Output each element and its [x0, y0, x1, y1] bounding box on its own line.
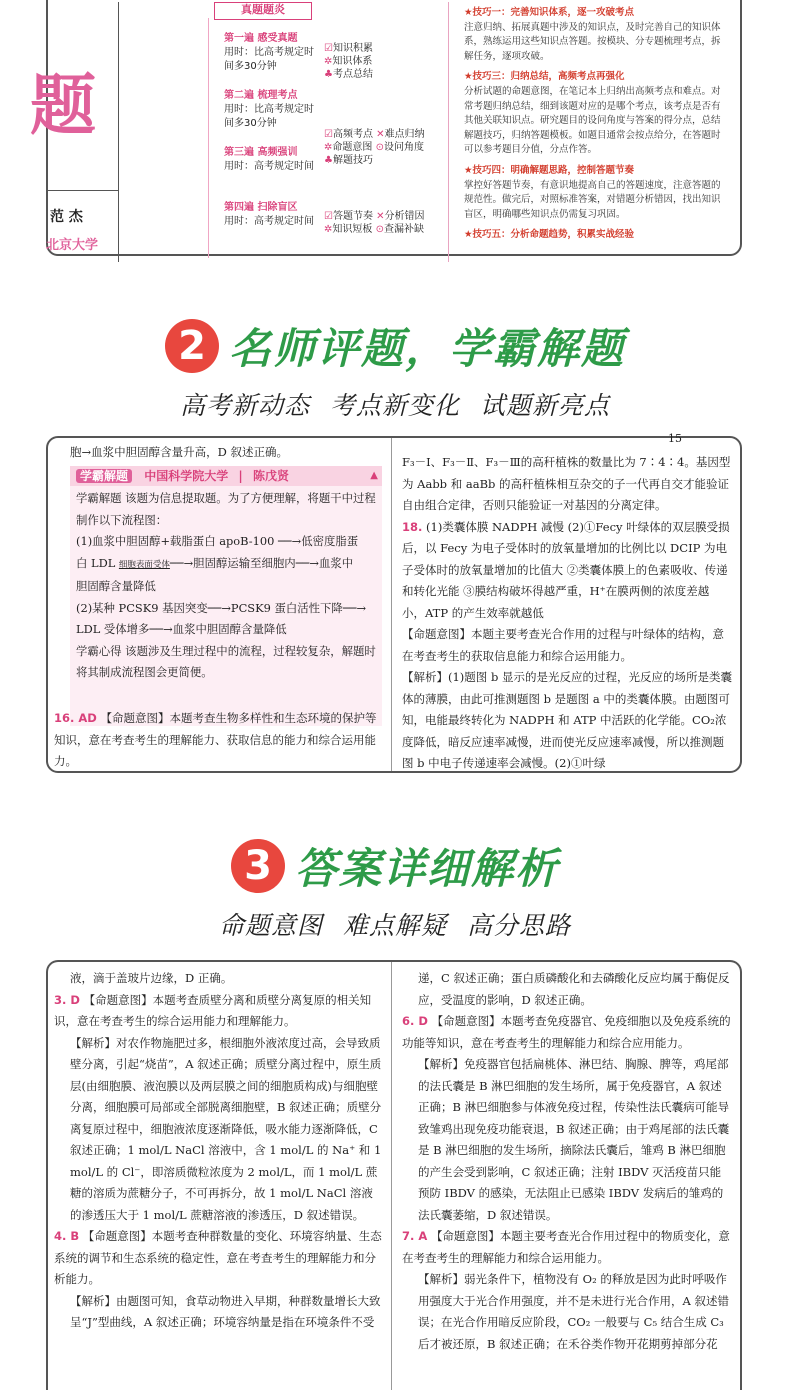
cross-icon: ✕	[376, 211, 385, 222]
flow-arrow-label: 细胞表面受体	[118, 559, 170, 570]
big-title-char: 题	[30, 67, 96, 144]
paragraph: 【解析】(1)题图 b 显示的是光反应的过程，光反应的场所是类囊体的薄膜，由此可推测题图 b 是题图 a 中的类囊体膜。由题图可知，电能最终转化为 NADPH 和 ATP 中活跃的化学能。CO₂浓度降低，暗反应速率减慢，进而使光反应速率减慢，所以推测题图 b 中电子传递速率会减慢。(2)①叶绿	[402, 670, 732, 770]
paragraph: 胞→血浆中胆固醇含量升高，D 叙述正确。	[70, 445, 289, 459]
xueba-label: 学霸解题	[76, 469, 132, 483]
question-number: 6. D	[402, 1014, 428, 1028]
outcome-label: 高频考点	[332, 129, 373, 140]
paragraph: (1)类囊体膜 NADPH 减慢 (2)①Fecy 叶绿体的双层膜受损后，以 Fecy 为电子受体时的放氧量增加的比例比以 DCIP 为电子受体时的放氧量增加的比值大 ②类囊体膜上的色素吸收、传递和转化光能 ③膜结构破坏得越严重，H⁺在膜两侧的浓度差越小，ATP 的产生效率就越低	[402, 519, 730, 620]
checkbox-icon: ☑	[324, 211, 333, 222]
outcome-label: 查漏补缺	[383, 224, 424, 235]
paragraph: 【解析】弱光条件下，植物没有 O₂ 的释放是因为此时呼吸作用强度大于光合作用强度，并不是未进行光合作用，A 叙述错误；在光合作用暗反应阶段，CO₂ 一般要与 C₅ 结合生成 C₃ 后才被还原，B 叙述正确；在禾谷类作物开花期剪掉部分花	[418, 1272, 729, 1351]
cross-icon: ✕	[376, 129, 385, 140]
paragraph: 【命题意图】本题主要考查光合作用的过程与叶绿体的结构，意在考查考生的获取信息能力和综合运用能力。	[402, 627, 724, 663]
question-number: 7. A	[402, 1229, 428, 1243]
paragraph: 递，C 叙述正确；蛋白质磷酸化和去磷酸化反应均属于酶促反应，受温度的影响，D 叙述正确。	[418, 971, 730, 1007]
subtitle-item: 高考新动态	[179, 391, 310, 420]
column-divider	[391, 438, 392, 771]
q16	[54, 708, 382, 773]
corner-triangle-icon: ▲	[370, 470, 378, 481]
section2-subtitle	[0, 386, 790, 422]
gear-icon: ✲	[324, 224, 333, 235]
section-number-badge: 2	[165, 319, 219, 373]
paragraph: 学霸解题 该题为信息提取题。为了方便理解，将题干中过程制作以下流程图：	[76, 491, 376, 527]
paragraph	[76, 553, 376, 577]
step-time: 用时：比高考规定时间多30分钟	[224, 47, 314, 72]
step-title: 第四遍 扫除盲区	[224, 202, 298, 213]
question-number: 16. AD	[54, 711, 97, 725]
section-title: 名师评题，学霸解题	[228, 324, 625, 373]
people-icon: ♣	[324, 69, 333, 80]
outcome-group-3	[324, 210, 425, 236]
paragraph: 【命题意图】本题考查生物多样性和生态环境的保护等知识，意在考查考生的理解能力、获取信息的能力和综合运用能力。	[54, 711, 377, 768]
search-icon: ⊙	[375, 142, 384, 153]
pink-guide	[208, 18, 209, 258]
paragraph: 【命题意图】本题主要考查光合作用过程中的物质变化，意在考查考生的理解能力和综合运用能力。	[402, 1229, 730, 1265]
tip-heading: ★技巧五：分析命题趋势，积累实战经验	[464, 229, 635, 241]
outcome-label: 解题技巧	[332, 155, 373, 166]
divider	[118, 2, 119, 262]
outcome-group-2	[324, 128, 425, 167]
paragraph: 【解析】免疫器官包括扁桃体、淋巴结、胸腺、脾等，鸡尾部的法氏囊是 B 淋巴细胞的发生场所，属于免疫器官，A 叙述正确；B 淋巴细胞参与体液免疫过程，传染性法氏囊病可能导致雏鸡出现免疫功能衰退，B 叙述正确；由于鸡尾部的法氏囊是 B 淋巴细胞的发生场所，摘除法氏囊后，雏鸡 B 淋巴细胞的产生会受到影响，C 叙述正确；注射 IBDV 灭活疫苗只能预防 IBDV 的感染，无法阻止已感染 IBDV 发病后的雏鸡的法氏囊萎缩，D 叙述错误。	[418, 1057, 730, 1222]
paragraph: (1)血浆中胆固醇+载脂蛋白 apoB-100 ──→低密度脂蛋	[76, 534, 359, 548]
outcome-group-1	[324, 42, 373, 81]
subtitle-item: 高分思路	[467, 911, 572, 940]
subtitle-item: 难点解疑	[342, 911, 447, 940]
tip-body: 注意归纳、拓展真题中涉及的知识点，及时完善自己的知识体系，熟练运用这些知识点答题。按模块、分专题梳理考点，拆解任务，逐项攻破。	[464, 21, 721, 62]
subtitle-item: 试题新亮点	[480, 391, 611, 420]
paragraph: 【解析】对农作物施肥过多，根细胞外液浓度过高，会导致质壁分离，引起“烧苗”，A 叙述正确；质壁分离过程中，原生质层(由细胞膜、液泡膜以及两层膜之间的细胞质构成)与细胞壁分离，细胞膜可局部或全部脱离细胞壁，B 叙述正确；质壁分离复原过程中，细胞液浓度逐渐降低，吸水能力逐渐降低，C 叙述正确；1 mol/L NaCl 溶液中，含 1 mol/L 的 Na⁺ 和 1 mol/L 的 Cl⁻，即溶质微粒浓度为 2 mol/L，而 1 mol/L 蔗糖的溶质为蔗糖分子，不可再拆分，故 1 mol/L NaCl 溶液的渗透压大于 1 mol/L 蔗糖溶液的渗透压，D 叙述错误。	[70, 1035, 382, 1222]
paragraph: F₃－Ⅰ、F₃－Ⅱ、F₃－Ⅲ的高秆植株的数量比为 7∶4∶4。基因型为 Aabb 和 aaBb 的高秆植株相互杂交的子一代再自交才能验证自由组合定律，否则只能验证一对基因的分离定律。	[402, 455, 731, 512]
tips-column	[464, 6, 726, 243]
outcome-label: 分析错因	[384, 211, 425, 222]
step-1	[224, 32, 314, 74]
outcome-label: 知识短板	[332, 224, 373, 235]
step-time: 用时：比高考规定时间多30分钟	[224, 104, 314, 129]
left-column	[54, 968, 384, 1334]
step-time: 用时：高考规定时间	[224, 216, 314, 227]
outcome-label: 设问角度	[383, 142, 424, 153]
gear-icon: ✲	[324, 142, 333, 153]
question-number: 18.	[402, 519, 423, 534]
outcome-label: 答题节奏	[332, 211, 373, 222]
step-title: 第一遍 感受真题	[224, 33, 298, 44]
paragraph: 【解析】由题图可知，食草动物进入早期，种群数量增长大致呈“J”型曲线，A 叙述正确；环境容纳量是指在环境条件不受	[70, 1293, 381, 1329]
tip-body: 分析试题的命题意图，在笔记本上归纳出高频考点和难点。对常考题归纳总结，细到该题对应的是哪个考点，该考点是否有其他关联知识点。研究题目的设问角度与答案的得分点，总结解题技巧，归纳答题模板。如题目通常会按点给分，在答题时可以参考题目分值，分点作答。	[464, 85, 721, 156]
xueba-school: 中国科学院大学	[144, 469, 229, 483]
step-title: 第二遍 梳理考点	[224, 90, 298, 101]
outcome-label: 考点总结	[332, 69, 373, 80]
page-number: 15	[668, 432, 682, 445]
checkbox-icon: ☑	[324, 43, 333, 54]
paragraph: 学霸心得 该题涉及生理过程中的流程，过程较复杂，解题时将其制成流程图会更简便。	[76, 643, 376, 679]
xueba-box	[70, 466, 382, 726]
outcome-label: 知识体系	[332, 56, 373, 67]
section2-header	[0, 316, 790, 376]
question-number: 3. D	[54, 992, 80, 1007]
divider	[48, 190, 118, 191]
tip-body: 掌控好答题节奏，有意识地提高自己的答题速度，注意答题的规范性。做完后，对照标准答案，对错题分析错因，找出知识盲区，明确哪些知识点仍需复习巩固。	[464, 179, 721, 220]
divider	[448, 2, 449, 262]
checkbox-icon: ☑	[324, 129, 333, 140]
xueba-name: 陈戊贤	[252, 469, 289, 483]
section-title: 答案详细解析	[294, 844, 559, 893]
author-school: 北京大学	[46, 238, 99, 253]
flow-text: ──→胆固醇运输至细胞内──→血浆中	[169, 555, 354, 570]
gear-icon: ✲	[324, 56, 333, 67]
flow-text: 白 LDL	[76, 555, 116, 570]
paragraph: 【命题意图】本题考查种群数量的变化、环境容纳量、生态系统的调节和生态系统的稳定性，意在考查考生的理解能力和分析能力。	[54, 1229, 382, 1286]
tip-heading: ★技巧三：归纳总结，高频考点再强化	[464, 71, 625, 83]
step-title: 第三遍 高频强训	[224, 147, 298, 158]
xueba-body	[76, 488, 376, 684]
people-icon: ♣	[324, 155, 333, 166]
xueba-header: 学霸解题 中国科学院大学 | 陈戊贤 ▲	[70, 466, 382, 486]
subtitle-item: 考点新变化	[329, 391, 460, 420]
step-time: 用时：高考规定时间	[224, 161, 314, 172]
subtitle-item: 命题意图	[218, 911, 323, 940]
step-4	[224, 201, 314, 229]
tip-heading: ★技巧四：明确解题思路，控制答题节奏	[464, 164, 635, 176]
top-card	[30, 0, 742, 256]
card-2	[46, 432, 742, 773]
outcome-label: 命题意图	[332, 142, 373, 153]
right-column	[402, 968, 732, 1355]
author-name: 范 杰	[50, 209, 83, 225]
section-number-badge: 3	[231, 839, 285, 893]
section3-header	[0, 836, 790, 896]
question-number: 4. B	[54, 1229, 80, 1243]
tip-heading: ★技巧一：完善知识体系，逐一攻破考点	[464, 7, 635, 18]
search-icon: ⊙	[375, 224, 384, 235]
step-2	[224, 89, 314, 131]
paragraph: 【命题意图】本题考查质壁分离和质壁分离复原的相关知识，意在考查考生的综合运用能力和理解能力。	[54, 992, 372, 1028]
column-divider	[391, 962, 392, 1390]
step-3	[224, 146, 314, 174]
paragraph: 液，滴于盖玻片边缘，D 正确。	[70, 971, 233, 985]
card-3	[46, 960, 742, 1390]
paragraph: LDL 受体增多──→血浆中胆固醇含量降低	[76, 622, 287, 636]
paragraph: 胆固醇含量降低	[76, 579, 156, 593]
section3-subtitle	[0, 906, 790, 942]
outcome-label: 难点归纳	[384, 129, 425, 140]
paragraph: (2)某种 PCSK9 基因突变──→PCSK9 蛋白活性下降──→	[76, 600, 367, 615]
outcome-label: 知识积累	[332, 43, 373, 54]
paragraph: 【命题意图】本题考查免疫器官、免疫细胞以及免疫系统的功能等知识，意在考查考生的理解能力和综合应用能力。	[402, 1014, 731, 1050]
center-title: 真题题炎	[214, 2, 312, 20]
left-column	[70, 442, 382, 464]
right-column	[402, 452, 732, 775]
